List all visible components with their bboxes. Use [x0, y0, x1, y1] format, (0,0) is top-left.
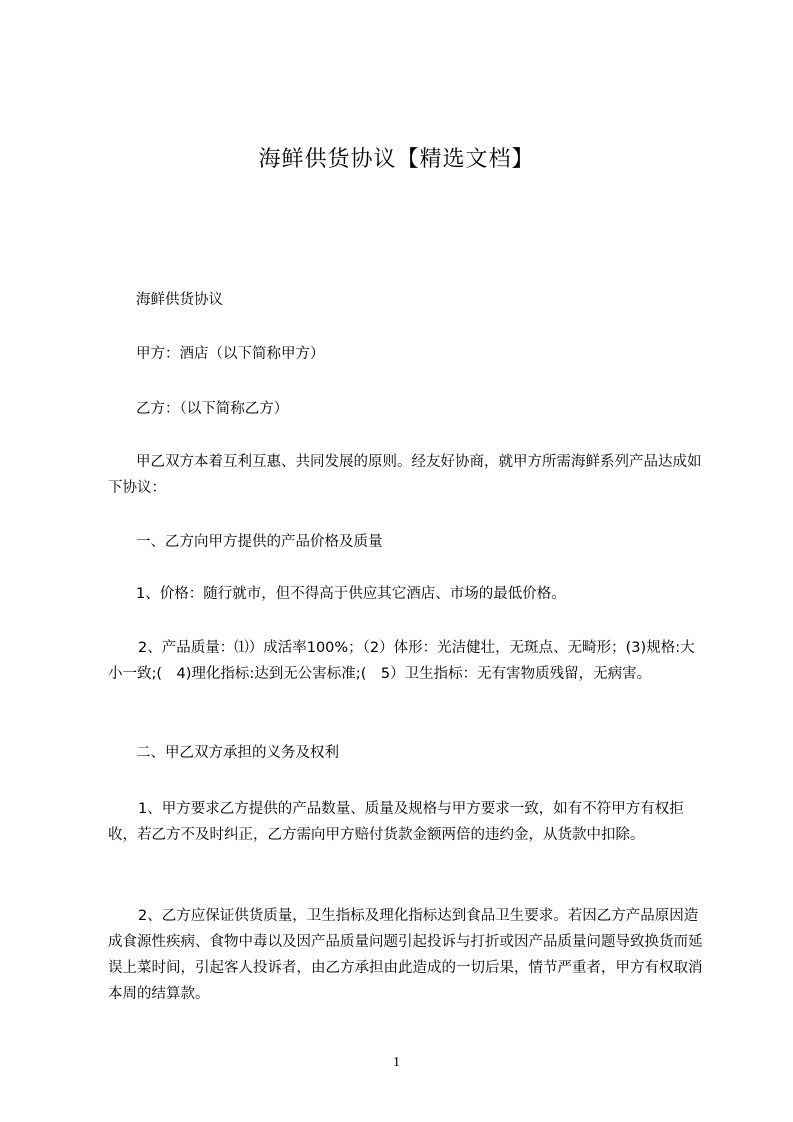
section-2-heading: 二、甲乙双方承担的义务及权利 [136, 745, 339, 761]
party-a: 甲方：酒店（以下简称甲方） [136, 346, 325, 362]
clause-1-1-price: 1、价格：随行就市，但不得高于供应其它酒店、市场的最低价格。 [136, 586, 566, 602]
clause-1-2-quality: 2、产品质量：⑴）成活率100%；（2）体形：光洁健壮，无斑点、无畸形；(3)规格:大小一致;( 4)理化指标:达到无公害标准;( 5）卫生指标：无有害物质残留，无病害。 [108, 640, 695, 682]
section-1-heading: 一、乙方向甲方提供的产品价格及质量 [136, 534, 383, 550]
document-title: 海鲜供货协议【精选文档】 [258, 147, 535, 172]
agreement-heading: 海鲜供货协议 [136, 292, 223, 308]
clause-2-1: 1、甲方要求乙方提供的产品数量、质量及规格与甲方要求一致，如有不符甲方有权拒收，若乙方不及时纠正，乙方需向甲方赔付货款金额两倍的违约金，从货款中扣除。 [108, 801, 684, 843]
party-b: 乙方：（以下简称乙方） [136, 401, 289, 417]
clause-2-2: 2、乙方应保证供货质量，卫生指标及理化指标达到食品卫生要求。若因乙方产品原因造成食源性疾病、食物中毒以及因产品质量问题引起投诉与打折或因产品质量问题导致换货而延误上菜时间，引起客人投诉者，由乙方承担由此造成的一切后果，情节严重者，甲方有权取消本周的结算款。 [108, 908, 703, 1002]
preamble-paragraph: 甲乙双方本着互利互惠、共同发展的原则。经友好协商，就甲方所需海鲜系列产品达成如下协议： [108, 454, 702, 496]
page-number: 1 [393, 1055, 400, 1070]
